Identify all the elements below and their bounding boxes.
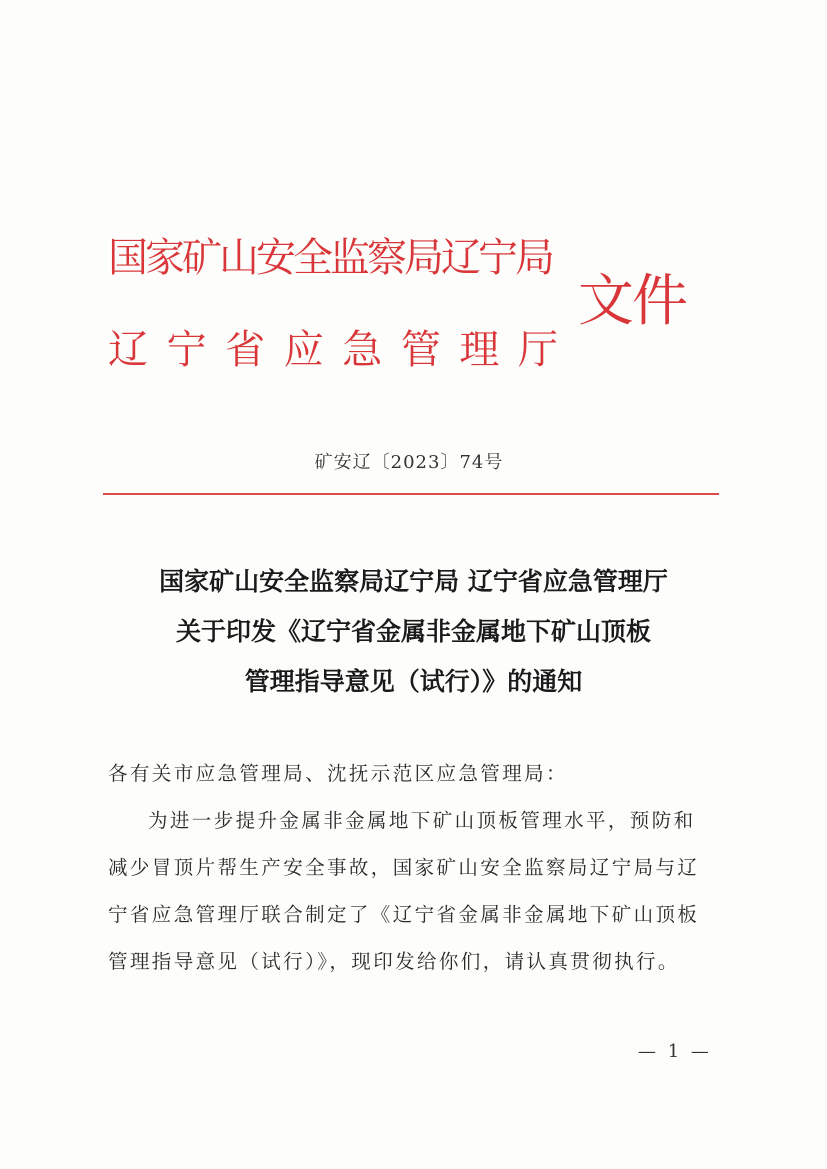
issuer-line-1: 国家矿山安全监察局辽宁局 xyxy=(108,235,552,281)
issuer-char: 管 xyxy=(400,327,441,373)
red-divider xyxy=(103,493,719,495)
issuer-char: 应 xyxy=(283,327,324,373)
paragraph-line: 管理指导意见（试行）》，现印发给你们，请认真贯彻执行。 xyxy=(108,950,680,973)
title-line: 管理指导意见（试行）》的通知 xyxy=(244,667,583,696)
title-line: 关于印发《辽宁省金属非金属地下矿山顶板 xyxy=(175,617,651,646)
issuer-char: 理 xyxy=(459,327,500,373)
issuer-char: 急 xyxy=(342,327,383,373)
issuer-char: 辽 xyxy=(108,327,148,373)
issuer-char: 省 xyxy=(225,327,266,373)
document-number: 矿安辽〔2023〕74号 xyxy=(314,452,504,473)
paragraph-line: 为进一步提升金属非金属地下矿山顶板管理水平，预防和 xyxy=(148,809,696,832)
title-line: 国家矿山安全监察局辽宁局 辽宁省应急管理厅 xyxy=(159,567,668,596)
page-number: — 1 — xyxy=(638,1041,712,1062)
issuer-char: 宁 xyxy=(166,327,207,373)
paragraph-line: 减少冒顶片帮生产安全事故，国家矿山安全监察局辽宁局与辽 xyxy=(108,856,700,879)
paragraph-line: 宁省应急管理厅联合制定了《辽宁省金属非金属地下矿山顶板 xyxy=(108,903,700,926)
document-label: 文件 xyxy=(578,269,686,334)
issuer-char: 厅 xyxy=(517,327,558,373)
issuer-line-2 xyxy=(108,318,558,382)
salutation: 各有关市应急管理局、沈抚示范区应急管理局： xyxy=(108,762,568,785)
